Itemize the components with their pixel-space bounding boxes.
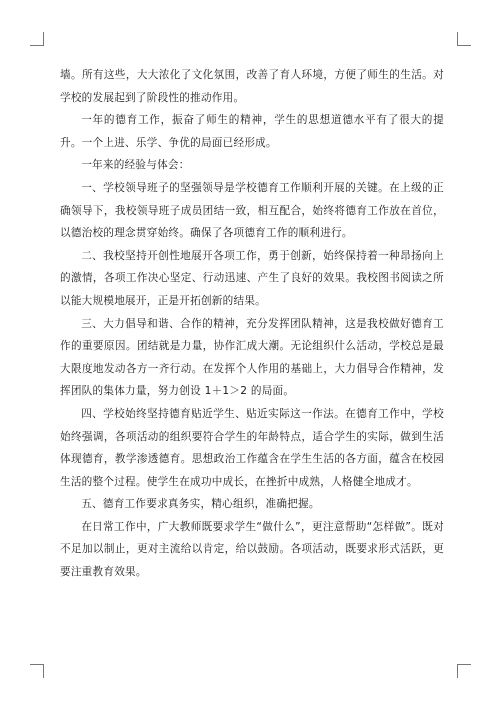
- paragraph-point-two: 二、我校坚持开创性地展开各项工作，勇于创新，始终保持着一种昂扬向上的激情，各项工作决心坚定、行动迅速、产生了良好的效果。我校图书阅读之所以能大规模地展开，正是开拓创新的结果。: [60, 249, 444, 307]
- crop-mark-top-right: [457, 32, 471, 46]
- document-body: [60, 64, 444, 584]
- crop-mark-bottom-left: [30, 664, 44, 678]
- paragraph-point-one: 一、学校领导班子的坚强领导是学校德育工作顺利开展的关键。在上级的正确领导下，我校领导班子成员团结一致，相互配合，始终将德育工作放在首位，以德治校的理念贯穿始终。确保了各项德育工作的顺利进行。: [60, 181, 444, 240]
- paragraph-point-five: 五、德育工作要求真务实，精心组织，准确把握。: [81, 498, 320, 511]
- paragraph-summary: 一年的德育工作，振奋了师生的精神，学生的思想道德水平有了很大的提升。一个上进、乐学、争优的局面已经形成。: [60, 114, 444, 149]
- paragraph-continuation: 墙。所有这些，大大浓化了文化氛围，改善了育人环境，方便了师生的生活。对学校的发展起到了阶段性的推动作用。: [60, 69, 444, 104]
- crop-mark-top-left: [30, 32, 44, 46]
- paragraph-point-four: 四、学校始终坚持德育贴近学生、贴近实际这一作法。在德育工作中，学校始终强调，各项活动的组织要符合学生的年龄特点，适合学生的实际，做到生活体现德育，教学渗透德育。思想政治工作蕴含在学生生活的各方面，蕴含在校园生活的整个过程。使学生在成功中成长，在挫折中成熟，人格健全地成才。: [60, 407, 444, 488]
- paragraph-daily-work: 在日常工作中，广大教师既要求学生“做什么”，更注意帮助“怎样做”。既对不足加以制止，更对主流给以肯定，给以鼓励。各项活动，既要求形式活跃，更要注重教育效果。: [60, 520, 444, 579]
- crop-mark-bottom-right: [457, 664, 471, 678]
- paragraph-experience-heading: 一年来的经验与体会：: [81, 159, 190, 172]
- paragraph-point-three: 三、大力倡导和谐、合作的精神，充分发挥团队精神，这是我校做好德育工作的重要原因。团结就是力量，协作汇成大潮。无论组织什么活动，学校总是最大限度地发动各方一齐行动。在发挥个人作用的基础上，大力倡导合作精神，发挥团队的集体力量，努力创设 1＋1＞2 的局面。: [60, 317, 444, 398]
